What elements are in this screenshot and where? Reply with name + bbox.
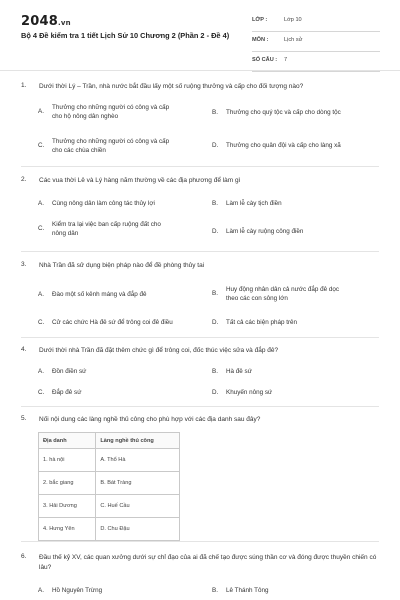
question-divider <box>21 406 379 407</box>
meta-socau-label: SỐ CÂU : <box>252 57 278 63</box>
option-text: Huy động nhân dân cả nước đắp đê dọc <box>226 286 340 293</box>
question-text: Nối nội dung các làng nghề thủ công cho phù hợp với các địa danh sau đây? <box>39 416 261 423</box>
option-text: Làm lễ cày ruộng công điền <box>226 228 304 235</box>
question-number: 4. <box>21 346 27 353</box>
option-text: Hồ Nguyên Trừng <box>52 587 103 594</box>
logo-text: 2048 <box>21 14 58 29</box>
question-text: Dưới thời nhà Trần đã đặt thêm chức gì để trông coi, đốc thúc việc sửa và đắp đê? <box>39 347 279 354</box>
option-letter: D. <box>212 389 219 396</box>
table-header: Địa danh <box>39 433 96 449</box>
meta-mon-value: Lịch sử <box>284 37 303 43</box>
question-number: 2. <box>21 176 27 183</box>
matching-table <box>38 432 180 541</box>
option-letter: B. <box>212 200 218 207</box>
option-letter: B. <box>212 290 218 297</box>
table-cell: B. Bát Tràng <box>96 472 180 495</box>
option-letter: A. <box>38 368 44 375</box>
table-cell: D. Chu Đậu <box>96 518 180 541</box>
option-letter: A. <box>38 291 44 298</box>
option-text-line2: cho hộ nông dân nghèo <box>52 113 119 120</box>
question-number: 1. <box>21 82 27 89</box>
table-header-row <box>39 433 180 449</box>
header-divider <box>0 70 400 71</box>
option-text: Làm lễ cày tịch điền <box>226 200 282 207</box>
table-cell: 4. Hưng Yên <box>39 518 96 541</box>
question-divider <box>21 337 379 338</box>
table-cell: 1. hà nội <box>39 449 96 472</box>
table-row <box>39 518 180 541</box>
option-text: Thưởng cho quý tộc và cấp cho dòng tộc <box>226 109 341 116</box>
option-text-line2: theo các con sông lớn <box>226 295 288 302</box>
meta-mon <box>252 35 380 52</box>
option-text: Lê Thánh Tông <box>226 587 269 594</box>
question-text: Đầu thế kỷ XV, các quan xưởng dưới sự chỉ đạo của ai đã chế tạo được súng thần cơ và đóng được thuyền chiến có lâu? <box>39 554 377 571</box>
page-title: Bộ 4 Đề kiểm tra 1 tiết Lịch Sử 10 Chương 2 (Phần 2 - Đề 4) <box>21 31 230 40</box>
question-divider <box>21 166 379 167</box>
option-letter: A. <box>38 200 44 207</box>
question-text: Dưới thời Lý – Trần, nhà nước bắt đầu lấy một số ruộng thưởng và cấp cho đối tượng nào? <box>39 83 304 90</box>
meta-socau-value: 7 <box>284 57 288 63</box>
question-number: 5. <box>21 415 27 422</box>
option-text: Thưởng cho những người có công và cấp <box>52 104 170 111</box>
meta-lop <box>252 15 380 32</box>
table-cell: 2. bắc giang <box>39 472 96 495</box>
option-text: Thưởng cho những người có công và cấp <box>52 138 170 145</box>
option-text: Thưởng cho quân đội và cấp cho làng xã <box>226 142 341 149</box>
option-letter: B. <box>212 587 218 594</box>
table-row <box>39 495 180 518</box>
table-cell: A. Thổ Hà <box>96 449 180 472</box>
meta-lop-label: LỚP : <box>252 17 268 23</box>
table-row <box>39 449 180 472</box>
table-cell: C. Huế Cầu <box>96 495 180 518</box>
table-row <box>39 472 180 495</box>
question-text: Nhà Trần đã sử dụng biện pháp nào để đề phòng thủy tai <box>39 262 205 269</box>
option-letter: B. <box>212 368 218 375</box>
option-letter: C. <box>38 389 45 396</box>
table-header: Làng nghề thủ công <box>96 433 180 449</box>
question-number: 6. <box>21 553 27 560</box>
option-text: Tất cả các biện pháp trên <box>226 319 298 326</box>
logo-suffix: .vn <box>57 19 71 27</box>
header <box>0 0 400 70</box>
question-number: 3. <box>21 261 27 268</box>
option-text: Cùng nông dân làm công tác thủy lợi <box>52 200 155 207</box>
option-text: Cử các chức Hà đê sứ để trông coi đê điều <box>52 319 173 326</box>
meta-lop-value: Lớp 10 <box>284 17 302 23</box>
option-letter: D. <box>212 142 219 149</box>
site-logo[interactable] <box>21 14 71 29</box>
option-letter: C. <box>38 225 45 232</box>
option-letter: D. <box>212 319 219 326</box>
option-letter: C. <box>38 319 45 326</box>
option-text: Kiểm tra lại việc ban cấp ruộng đất cho <box>52 221 161 228</box>
option-letter: A. <box>38 108 44 115</box>
meta-mon-label: MÔN : <box>252 37 269 43</box>
option-text: Đào một số kênh máng và đắp đê <box>52 291 147 298</box>
option-text-line2: cho các chùa chiền <box>52 147 106 154</box>
table-cell: 3. Hải Dương <box>39 495 96 518</box>
option-letter: D. <box>212 228 219 235</box>
option-text: Đắp đê sứ <box>52 389 82 396</box>
option-letter: B. <box>212 109 218 116</box>
option-text: Đồn điền sứ <box>52 368 87 375</box>
meta-info <box>252 15 380 75</box>
question-divider <box>21 541 379 542</box>
question-divider <box>21 251 379 252</box>
question-text: Các vua thời Lê và Lý hàng năm thường về các địa phương để làm gì <box>39 177 241 184</box>
option-text-line2: nông dân <box>52 230 79 237</box>
option-letter: A. <box>38 587 44 594</box>
option-text: Hà đê sứ <box>226 368 252 375</box>
option-text: Khuyến nông sứ <box>226 389 273 396</box>
option-letter: C. <box>38 142 45 149</box>
